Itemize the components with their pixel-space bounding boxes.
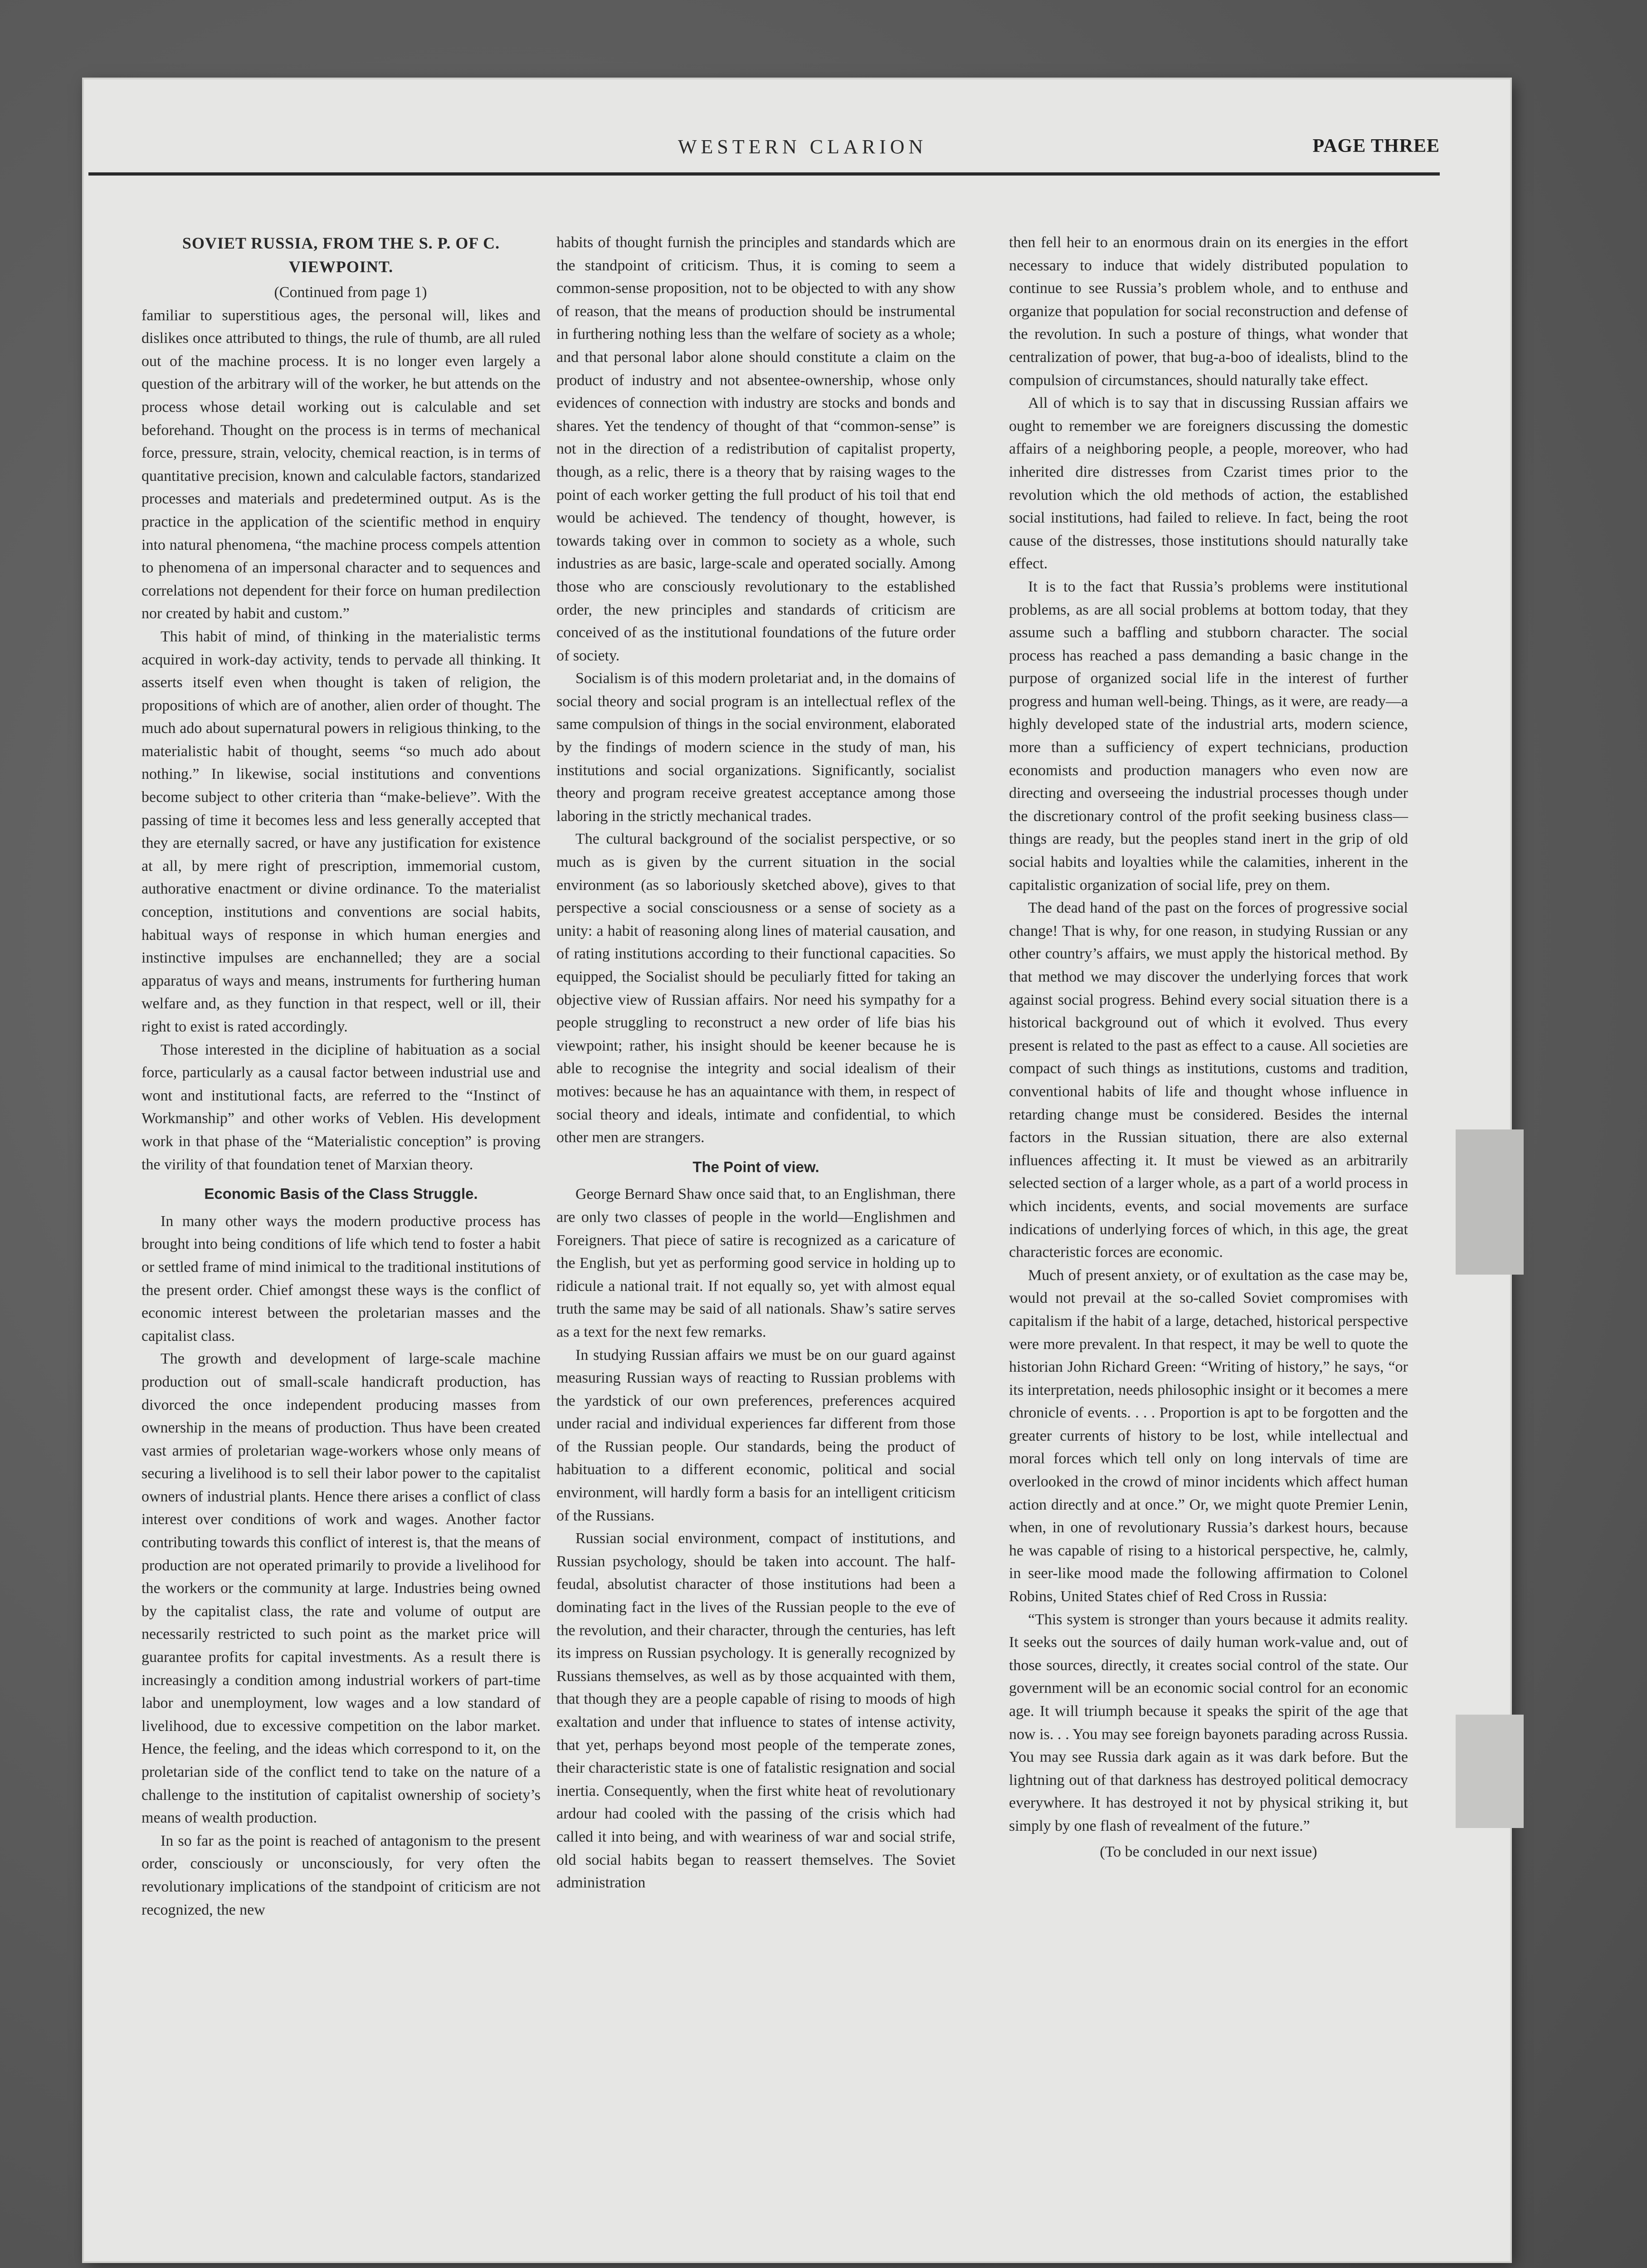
section-subhead: The Point of view. <box>692 1158 819 1175</box>
paragraph: Socialism is of this modern proletariat and, in the domains of social theory and social program is an intellectual reflex of the same compulsion of things in the social environment, elaborated by the findings of modern science in the study of man, his institutions and social organizations. Significantly, socialist theory and program receive greatest acceptance among those laboring in the strictly mechanical trades. <box>556 670 955 825</box>
paragraph: habits of thought furnish the principles and standards which are the standpoint of criticism. Thus, it is coming to seem a common-sense proposition, not to be objected to with any show of reason, that the means of production should be instrumental in furthering nothing less than the welfare of society as a whole; and that personal labor alone should constitute a claim on the product of industry and not absentee-ownership, whose only evidences of connection with industry are stocks and bonds and shares. Yet the tendency of thought of that “common-sense” is not in the direction of a redistribution of capitalist property, though, as a relic, there is a theory that by raising wages to the point of each worker getting the full product of his toil that end would be achieved. The tendency of thought, however, is towards taking over in common to society as a whole, such industries as are basic, large-scale and operated socially. Among those who are consciously revolutionary to the established order, the new principles and standards of criticism are conceived of as the institutional foundations of the future order of society. <box>556 234 955 664</box>
paragraph: Russian social environment, compact of institutions, and Russian psychology, should be taken into account. The half-feudal, absolutist character of those institutions had been a dominating fact in the lives of the Russian people to the eve of the revolution, and their character, through the centuries, has left its impress on Russian psychology. It is generally recognized by Russians themselves, as well as by those acquainted with them, that though they are a people capable of rising to moods of high exaltation and under that influence to states of intense activity, that yet, perhaps beyond most people of the temperate zones, their characteristic state is one of fatalistic resignation and social inertia. Consequently, when the first white heat of revolutionary ardour had cooled with the passing of the crisis which had called it into being, and with weariness of war and social strife, old social habits began to reassert themselves. The Soviet administration <box>556 1530 955 1892</box>
paragraph: In so far as the point is reached of antagonism to the present order, consciously or unconsciously, for very often the revolutionary implications of the standpoint of criticism are not recognized, the new <box>141 1832 541 1918</box>
paragraph: In studying Russian affairs we must be on our guard against measuring Russian ways of reacting to Russian problems with the yardstick of our own preferences, preferences acquired under racial and individual experiences far different from those of the Russian people. Our standards, being the product of habituation to a different economic, political and social environment, will hardly form a basis for an intelligent criticism of the Russians. <box>556 1346 955 1524</box>
paragraph: It is to the fact that Russia’s problems were institutional problems, as are all social problems at bottom today, that they assume such a baffling and stubborn character. The social process has reached a pass demanding a basic change in the purpose of organized social life in the interest of further progress and human well-being. Things, as it were, are ready—a highly developed state of the industrial arts, modern science, more than a sufficiency of expert technicians, production economists and production managers who even now are directing and overseeing the industrial processes though under the discretionary control of the profit seeking business class—things are ready, but the peoples stand inert in the grip of old social habits and loyalties while the calamities, inherent in the capitalistic organization of social life, prey on them. <box>1009 578 1408 894</box>
article-headline: SOVIET RUSSIA, FROM THE S. P. OF C. VIEWPOINT. <box>182 234 500 276</box>
column-3 <box>1009 231 1408 1863</box>
paragraph: George Bernard Shaw once said that, to an Englishman, there are only two classes of people in the world—Englishmen and Foreigners. That piece of satire is recognized as a caricature of the English, but yet as performing good service in holding up to ridicule a national trait. If not equally so, yet with almost equal truth the same may be said of all nationals. Shaw’s satire serves as a text for the next few remarks. <box>556 1186 955 1340</box>
paper-edge-tab <box>1456 1129 1524 1275</box>
paragraph: All of which is to say that in discussing Russian affairs we ought to remember we are foreigners discussing the domestic affairs of a neighboring people, a people, moreover, who had inherited dire distresses from Czarist times prior to the revolution which the old methods of action, the established social institutions, had failed to relieve. In fact, being the root cause of the distresses, those institutions should naturally take effect. <box>1009 395 1408 572</box>
section-subhead: Economic Basis of the Class Struggle. <box>204 1185 478 1202</box>
continued-note: (Continued from page 1) <box>274 284 427 301</box>
paragraph: This habit of mind, of thinking in the materialistic terms acquired in work-day activity, tends to pervade all thinking. It asserts itself even when thought is taken of religion, the propositions of which are of another, alien order of thought. The much ado about supernatural powers in religious thinking, to the materialistic habit of thought, seems “so much ado about nothing.” In likewise, social institutions and conventions become subject to other criteria than “make-believe”. With the passing of time it becomes less and less generally accepted that they are eternally sacred, or have any justification for existence at all, by mere right of prescription, immemorial custom, authorative enactment or divine ordinance. To the materialist conception, institutions and conventions are social habits, habitual ways of response in which human energies and instinctive impulses are enchannelled; they are a social apparatus of ways and means, instruments for furthering human welfare and, as they function in that respect, well or ill, their right to exist is rated accordingly. <box>141 628 541 1035</box>
continuation-note: (To be concluded in our next issue) <box>1100 1843 1317 1860</box>
paragraph: then fell heir to an enormous drain on its energies in the effort necessary to induce that widely distributed population to continue to see Russia’s problem whole, and to enthuse and organize that population for social reconstruction and defense of the revolution. In such a posture of things, what wonder that centralization of power, that bug-a-boo of idealists, blind to the compulsion of circumstances, should naturally take effect. <box>1009 234 1408 389</box>
column-1 <box>141 231 541 1921</box>
paragraph: The cultural background of the socialist perspective, or so much as is given by the current situation in the social environment (as so laboriously sketched above), gives to that perspective a social consciousness or a sense of society as a unity: a habit of reasoning along lines of material causation, and of rating institutions according to their functional capacities. So equipped, the Socialist should be peculiarly fitted for taking an objective view of Russian affairs. Nor need his sympathy for a people struggling to reconstruct a new order of life bias his viewpoint; rather, his insight should be keener because he is able to recognise the integrity and social idealism of their motives: because he has an aquaintance with them, in respect of social theory and ideals, intimate and confidential, to which other men are strangers. <box>556 831 955 1146</box>
newspaper-title: WESTERN CLARION <box>678 136 927 158</box>
page-number: PAGE THREE <box>1312 136 1440 156</box>
paragraph: Much of present anxiety, or of exultation as the case may be, would not prevail at the so-called Soviet compromises with capitalism if the habit of a large, detached, historical perspective were more prevalent. In that respect, it may be well to quote the historian John Richard Green: “Writing of history,” he says, “or its interpretation, needs philosophic insight or it becomes a mere chronicle of events. . . . Proportion is apt to be forgotten and the greater currents of history to be lost, while intellectual and moral forces which tell only on long intervals of time are overlooked in the crowd of minor incidents which affect human action directly and at once.” Or, we might quote Premier Lenin, when, in one of revolutionary Russia’s darkest hours, because he was capable of rising to a historical perspective, he, calmly, in seer-like mood made the following affirmation to Colonel Robins, United States chief of Red Cross in Russia: <box>1009 1266 1408 1605</box>
paper-edge-tab <box>1456 1715 1524 1828</box>
masthead <box>88 100 1440 176</box>
paragraph: Those interested in the dicipline of habituation as a social force, particularly as a causal factor between industrial use and wont and institutional facts, are referred to the “Instinct of Workmanship” and other works of Veblen. His development work in that phase of the “Materialistic conception” is proving the virility of that foundation tenet of Marxian theory. <box>141 1041 541 1173</box>
paragraph: The dead hand of the past on the forces of progressive social change! That is why, for one reason, in studying Russian or any other country’s affairs, we must apply the historical method. By that method we may discover the underlying forces that work against social progress. Behind every social situation there is a historical background out of which it evolved. Thus every present is related to the past as effect to a cause. All societies are compact of such things as institutions, customs and tradition, conventional habits of life and thought whose influence in retarding change must be considered. Besides the internal factors in the Russian situation, there are also external influences affecting it. It must be viewed as an arbitrarily selected section of a larger whole, as a part of a world process in which incidents, events, and social movements are surface indications of underlying forces of which, in this age, the great characteristic forces are economic. <box>1009 899 1408 1261</box>
column-2 <box>556 231 955 1895</box>
quotation: “This system is stronger than yours because it admits reality. It seeks out the sources of daily human work-value and, out of those sources, directly, it creates social control of the state. Our government will be an economic social control for an economic age. It will triumph because it speaks the spirit of the age that now is. . . You may see foreign bayonets parading across Russia. You may see Russia dark again as it was dark before. But the lightning out of that darkness has destroyed political democracy everywhere. It has destroyed it not by physical striking it, but simply by one flash of revealment of the future.” <box>1009 1611 1408 1834</box>
paragraph: The growth and development of large-scale machine production out of small-scale handicraft production, has divorced the once independent producing masses from ownership in the means of production. Thus have been created vast armies of proletarian wage-workers whose only means of securing a livelihood is to sell their labor power to the capitalist owners of industrial plants. Hence there arises a conflict of class interest over conditions of work and wages. Another factor contributing towards this conflict of interest is, that the means of production are not operated primarily to provide a livelihood for the workers or the community at large. Industries being owned by the capitalist class, the rate and volume of output are necessarily restricted to such point as the market price will guarantee profits for capital investments. As a result there is increasingly a condition among industrial workers of part-time labor and unemployment, low wages and a low standard of livelihood, due to excessive competition on the labor market. Hence, the feeling, and the ideas which correspond to it, on the proletarian side of the conflict tend to take on the nature of a challenge to the institution of capitalist ownership of society’s means of wealth production. <box>141 1350 541 1827</box>
paragraph: In many other ways the modern productive process has brought into being conditions of life which tend to foster a habit or settled frame of mind inimical to the traditional institutions of the present order. Chief amongst these ways is the conflict of economic interest between the proletarian masses and the capitalist class. <box>141 1212 541 1344</box>
paragraph: familiar to superstitious ages, the personal will, likes and dislikes once attributed to things, the rule of thumb, are all ruled out of the machine process. It is no longer even largely a question of the arbitrary will of the worker, he but attends on the process whose detail working out is calculable and set beforehand. Thought on the process is in terms of mechanical force, pressure, strain, velocity, chemical reaction, is in terms of quantitative precision, known and calculable factors, standarized processes and materials and predetermined output. As is the practice in the application of the scientific method in enquiry into natural phenomena, “the machine process compels attention to phenomena of an impersonal character and to sequences and correlations not dependent for their force on human predilection nor created by habit and custom.” <box>141 307 541 622</box>
